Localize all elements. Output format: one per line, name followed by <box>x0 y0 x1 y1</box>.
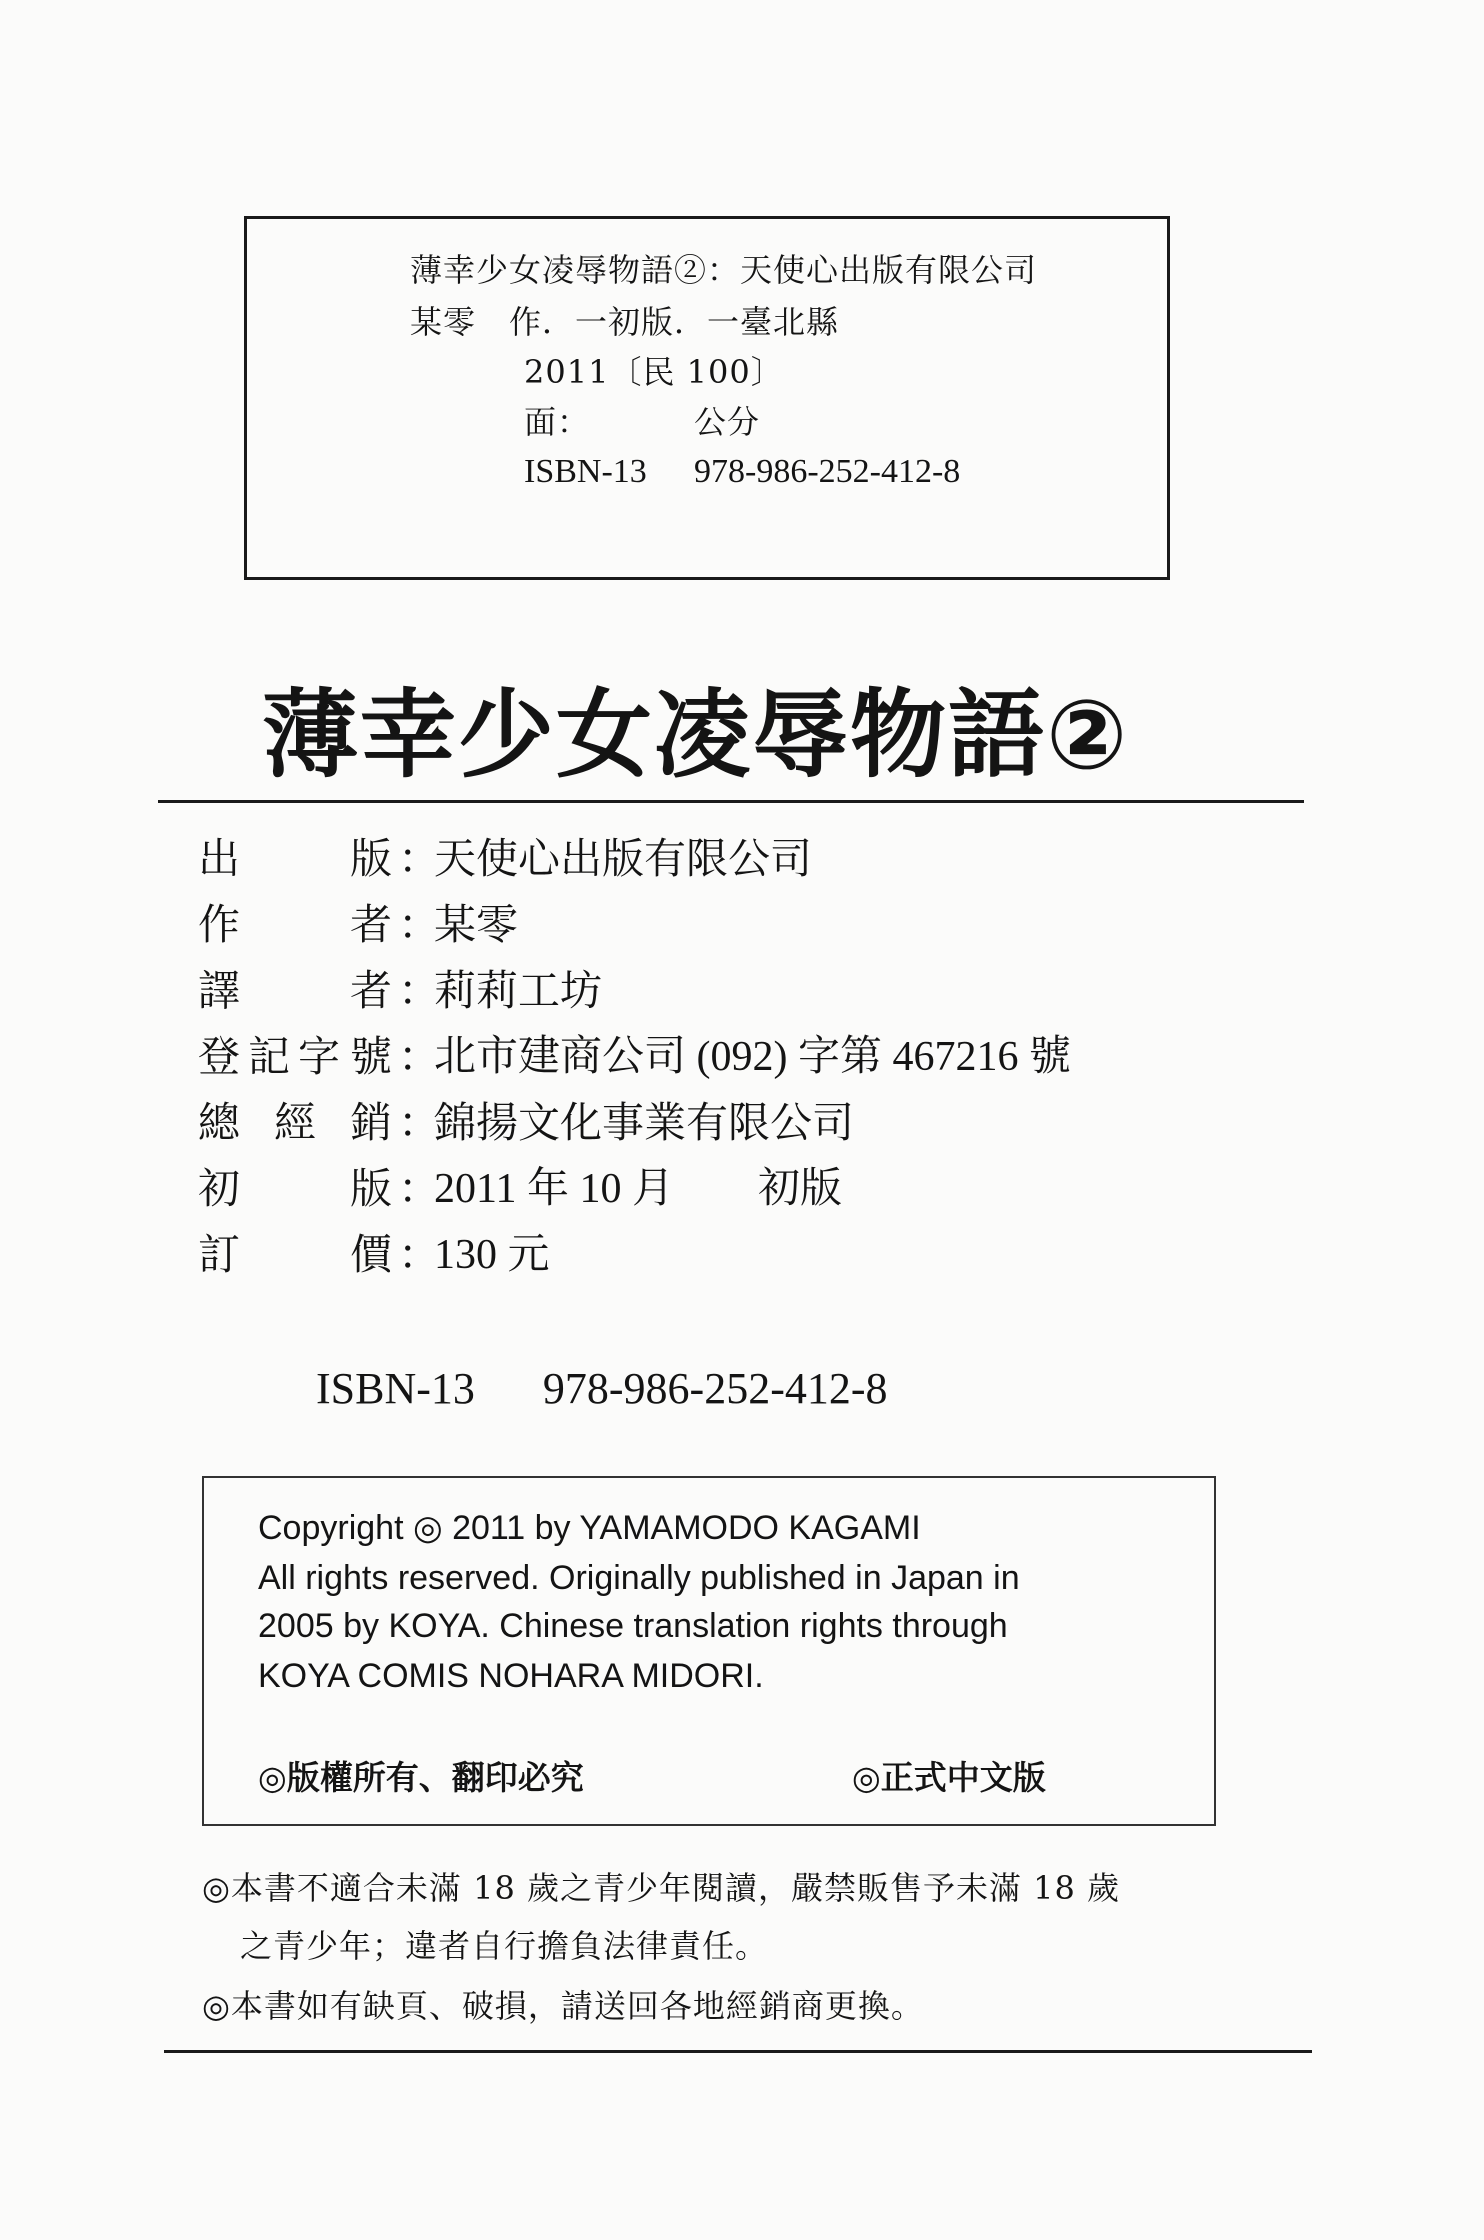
info-value: 2011 年 10 月 初版 <box>434 1166 842 1212</box>
info-value: 130 元 <box>434 1232 550 1278</box>
warning-line-3: ◎本書如有缺頁、破損，請送回各地經銷商更換。 <box>202 1987 924 2025</box>
info-label: 出 版 <box>198 834 393 883</box>
cip-line-4-label: 面： <box>524 403 591 441</box>
info-value: 莉莉工坊 <box>434 966 603 1015</box>
info-value: 某零 <box>434 900 519 949</box>
info-label: 總 經 銷 <box>198 1098 393 1147</box>
cip-line-4-value: 公分 <box>694 403 761 441</box>
info-value: 錦揚文化事業有限公司 <box>434 1098 855 1147</box>
book-title: 薄幸少女凌辱物語② <box>262 679 1130 791</box>
copyright-line-4: KOYA COMIS NOHARA MIDORI. <box>258 1657 764 1695</box>
notice-rights-reserved: ◎版權所有、翻印必究 <box>258 1758 584 1797</box>
info-value: 天使心出版有限公司 <box>434 834 813 883</box>
cip-isbn-value: 978-986-252-412-8 <box>694 453 961 490</box>
isbn <box>316 1364 888 1414</box>
isbn-label: ISBN-13 <box>316 1364 475 1413</box>
info-label: 登 記 字 號 <box>198 1032 393 1081</box>
info-label: 初 版 <box>198 1164 393 1213</box>
bottom-rule <box>164 2050 1312 2053</box>
title-underline <box>158 800 1304 803</box>
cip-line-2: 某零 作．一初版．一臺北縣 <box>410 303 840 341</box>
copyright-line-2: All rights reserved. Originally published in Japan in <box>258 1559 1020 1597</box>
cip-line-3: 2011〔民 100〕 <box>524 353 784 391</box>
info-value: 北市建商公司 (092) 字第 467216 號 <box>434 1034 1071 1080</box>
cip-line-1: 薄幸少女凌辱物語②：天使心出版有限公司 <box>410 251 1038 289</box>
cip-isbn-label: ISBN-13 <box>524 453 647 490</box>
copyright-line-3: 2005 by KOYA. Chinese translation rights through <box>258 1607 1008 1645</box>
info-label: 作 者 <box>198 900 393 949</box>
warning-line-1: ◎本書不適合未滿 18 歲之青少年閱讀，嚴禁販售予未滿 18 歲 <box>202 1869 1121 1907</box>
info-label: 訂 價 <box>198 1230 393 1279</box>
isbn-value: 978-986-252-412-8 <box>542 1364 888 1413</box>
copyright-line-1: Copyright ◎ 2011 by YAMAMODO KAGAMI <box>258 1509 921 1547</box>
info-label: 譯 者 <box>198 966 393 1015</box>
notice-official-chinese: ◎正式中文版 <box>852 1758 1046 1797</box>
warning-line-2: 之青少年；違者自行擔負法律責任。 <box>240 1927 769 1965</box>
